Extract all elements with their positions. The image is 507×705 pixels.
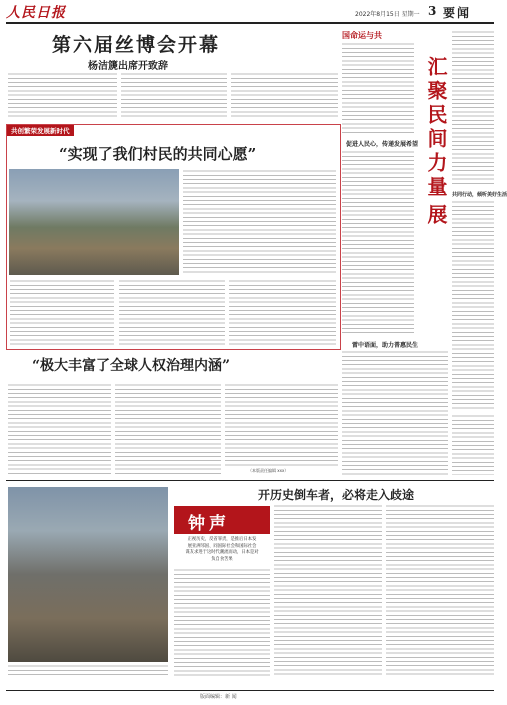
right-body-text xyxy=(342,350,448,475)
bottom-photo-caption-lines xyxy=(8,664,168,678)
deck-line: 负自食苦果 xyxy=(211,556,233,562)
story-body-text xyxy=(225,383,338,467)
feature-box xyxy=(6,124,341,350)
right-body-text xyxy=(452,200,494,410)
page-number: 3 xyxy=(428,4,437,18)
story-headline: “极大丰富了全球人权治理内涵” xyxy=(32,358,231,374)
footer-note: 版面编辑：新 闻 xyxy=(200,694,237,700)
deck-line: 展亚洲邻国、同国际社会和国际社会 xyxy=(187,543,257,549)
bottom-body-text xyxy=(174,568,270,678)
bottom-body-text xyxy=(386,504,494,678)
subhead-2: 雷中语面，助力普惠民生 xyxy=(352,342,419,349)
feature-headline: “实现了我们村民的共同心愿” xyxy=(59,145,257,163)
story-body-text xyxy=(8,383,111,475)
lead-headline: 第六届丝博会开幕 xyxy=(52,34,221,56)
feature-body-text xyxy=(119,279,225,345)
vertical-title-2: 展 xyxy=(424,204,448,228)
lead-body-text xyxy=(121,72,227,118)
newspaper-logo: 人民日报 xyxy=(6,5,66,21)
masthead-rule xyxy=(6,22,494,24)
right-body-text xyxy=(452,30,494,186)
bottom-photo xyxy=(8,487,168,662)
right-body-text xyxy=(342,42,414,134)
subhead-3: 共同行动，倾听美好生活 xyxy=(452,192,507,198)
lead-body-text xyxy=(231,72,338,118)
feature-body-text xyxy=(10,279,114,345)
right-body-text xyxy=(452,414,494,475)
deck-line: 正视历史，反省罪责，是推后日本发 xyxy=(187,537,257,542)
feature-body-text xyxy=(183,169,336,275)
vertical-title xyxy=(418,56,448,346)
deck-line: 谋友求进于这时代潮流而动，日本是对 xyxy=(185,550,259,556)
commentary-banner xyxy=(174,506,270,534)
bottom-deck xyxy=(174,537,270,565)
right-body-text xyxy=(342,150,414,336)
section-kicker: 国命运与共 xyxy=(342,30,382,40)
subhead-1: 促进人民心，传递发展希望 xyxy=(346,141,419,148)
masthead xyxy=(0,0,500,26)
banner-text: 钟声 xyxy=(188,514,230,534)
feature-photo xyxy=(9,169,179,275)
story-footnote: （本版责任编辑 xxx） xyxy=(248,468,289,473)
bottom-headline: 开历史倒车者，必将走入歧途 xyxy=(258,488,415,502)
page-name: 要闻 xyxy=(443,6,472,20)
lead-subhead: 杨洁篪出席开致辞 xyxy=(88,61,168,72)
feature-label: 共创繁荣发展新时代 xyxy=(7,125,74,136)
story-body-text xyxy=(115,383,221,475)
lead-body-text xyxy=(8,72,117,118)
feature-body-text xyxy=(229,279,336,345)
footer-rule xyxy=(6,690,494,691)
bottom-body-text xyxy=(274,504,382,678)
section-divider xyxy=(6,480,494,481)
vertical-title-1: 汇聚民间力量 xyxy=(424,56,448,200)
issue-date: 2022年8月15日 星期一 xyxy=(355,11,420,18)
